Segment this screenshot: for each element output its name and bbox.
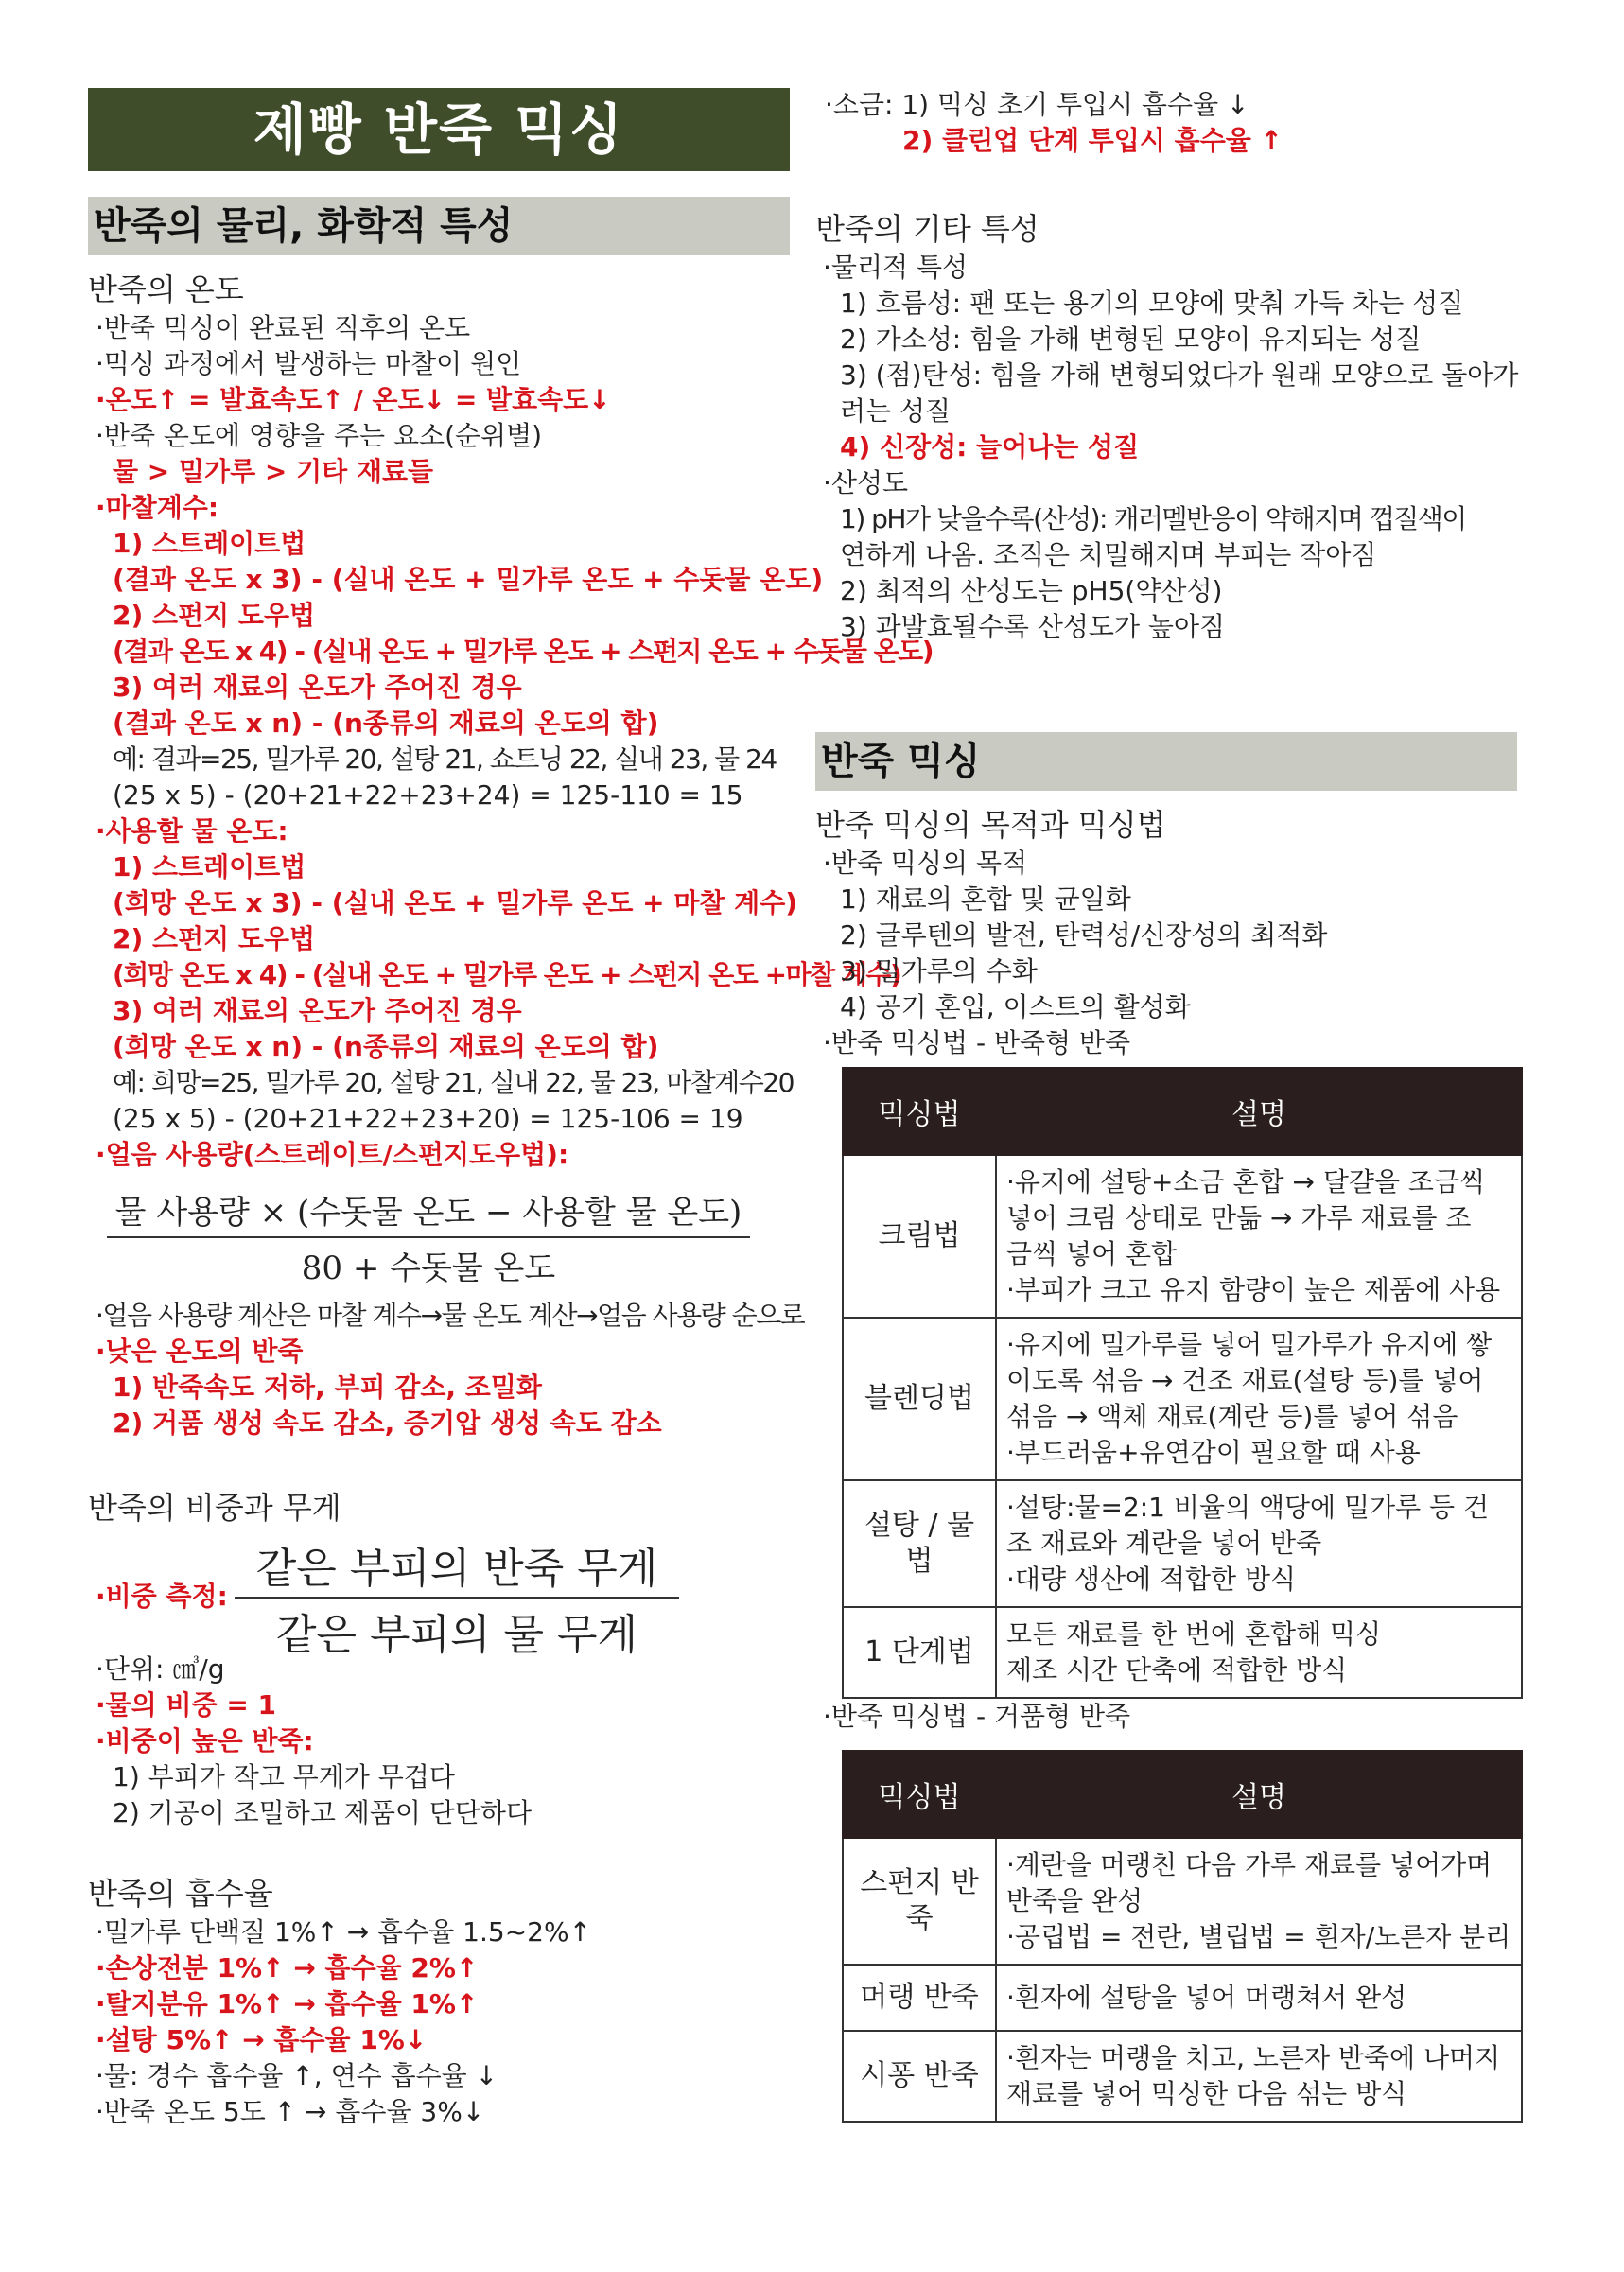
physical-line-2: 2) 가소성: 힘을 가해 변형된 모양이 유지되는 성질 bbox=[840, 323, 1422, 355]
desc-line: 재료를 넣어 믹싱한 다음 섞는 방식 bbox=[1006, 2078, 1407, 2109]
desc-line: ·대량 생산에 적합한 방식 bbox=[1006, 1564, 1297, 1595]
temp-line-3: ·온도↑ = 발효속도↑ / 온도↓ = 발효속도↓ bbox=[96, 384, 611, 415]
gravity-lines bbox=[88, 1652, 790, 1831]
table-row bbox=[843, 1318, 1522, 1480]
absorption-line-2: ·손상전분 1%↑ → 흡수율 2%↑ bbox=[96, 1952, 479, 1984]
table-row bbox=[843, 1965, 1522, 2031]
desc-line: 금씩 넣어 혼합 bbox=[1006, 1238, 1178, 1269]
absorption-heading: 반죽의 흡수율 bbox=[88, 1876, 273, 1912]
ice-formula-numerator: 물 사용량 × (수돗물 온도 − 사용할 물 온도) bbox=[114, 1194, 742, 1232]
table-row bbox=[843, 1480, 1522, 1607]
desc-line: ·설탕:물=2:1 비율의 액당에 밀가루 등 건 bbox=[1006, 1492, 1490, 1523]
desc-line: ·유지에 설탕+소금 혼합 → 달걀을 조금씩 bbox=[1006, 1166, 1486, 1197]
temp-line-8: (결과 온도 x 3) - (실내 온도 + 밀가루 온도 + 수돗물 온도) bbox=[113, 564, 824, 595]
desc-line: 반죽을 완성 bbox=[1006, 1885, 1144, 1916]
description-cell bbox=[996, 2031, 1522, 2122]
description-cell bbox=[996, 1965, 1522, 2031]
desc-line: 이도록 섞음 → 건조 재료(설탕 등)를 넣어 bbox=[1006, 1365, 1484, 1396]
gravity-denominator: 같은 부피의 물 무게 bbox=[276, 1611, 637, 1659]
temp-line-18: 2) 스펀지 도우법 bbox=[113, 923, 316, 954]
temp-line-2: ·믹싱 과정에서 발생하는 마찰이 원인 bbox=[96, 348, 522, 379]
purpose-line-3: 3) 밀가루의 수화 bbox=[840, 955, 1038, 987]
absorption-line-5: ·물: 경수 흡수율 ↑, 연수 흡수율 ↓ bbox=[96, 2060, 498, 2091]
description-cell bbox=[996, 1607, 1522, 1698]
method-cell: 블렌딩법 bbox=[843, 1318, 996, 1480]
description-cell bbox=[996, 1480, 1522, 1607]
desc-line: ·계란을 머랭친 다음 가루 재료를 넣어가며 bbox=[1006, 1849, 1493, 1880]
temp-line-26: ·낮은 온도의 반죽 bbox=[96, 1336, 304, 1367]
temp-line-12: (결과 온도 x n) - (n종류의 재료의 온도의 합) bbox=[113, 708, 659, 739]
page-title: 제빵 반죽 믹싱 bbox=[88, 88, 790, 171]
acidity-line-1b: 연하게 나옴. 조직은 치밀해지며 부피는 작아짐 bbox=[840, 539, 1377, 570]
salt-block bbox=[815, 87, 1534, 159]
purpose-label: ·반죽 믹싱의 목적 bbox=[823, 848, 1028, 879]
temp-line-10: (결과 온도 x 4) - (실내 온도 + 밀가루 온도 + 스펀지 온도 + 수돗물 온도) bbox=[113, 636, 934, 667]
acidity-line-2: 2) 최적의 산성도는 pH5(약산성) bbox=[840, 575, 1223, 606]
method-cell: 크림법 bbox=[843, 1155, 996, 1318]
absorption-line-3: ·탈지분유 1%↑ → 흡수율 1%↑ bbox=[96, 1988, 479, 2019]
temp-line-9: 2) 스펀지 도우법 bbox=[113, 600, 316, 631]
method-cell: 1 단계법 bbox=[843, 1607, 996, 1698]
desc-line: 제조 시간 단축에 적합한 방식 bbox=[1006, 1654, 1348, 1686]
table-header-row bbox=[843, 1068, 1522, 1155]
description-cell bbox=[996, 1155, 1522, 1318]
foam-mixing-table bbox=[842, 1750, 1523, 2123]
method-cell: 머랭 반죽 bbox=[843, 1965, 996, 2031]
physical-line-3a: 3) (점)탄성: 힘을 가해 변형되었다가 원래 모양으로 돌아가 bbox=[840, 359, 1519, 391]
gravity-label: ·비중 측정: bbox=[96, 1581, 228, 1612]
table-header-method: 믹싱법 bbox=[843, 1751, 996, 1838]
temp-line-7: 1) 스트레이트법 bbox=[113, 528, 306, 559]
temp-line-25: ·얼음 사용량 계산은 마찰 계수→물 온도 계산→얼음 사용량 순으로 bbox=[96, 1300, 805, 1331]
acidity-line-3: 3) 과발효될수록 산성도가 높아짐 bbox=[840, 611, 1226, 642]
temp-line-1: ·반죽 믹싱이 완료된 직후의 온도 bbox=[96, 312, 471, 343]
desc-line: ·흰자에 설탕을 넣어 머랭쳐서 완성 bbox=[1006, 1982, 1407, 2013]
desc-line: 모든 재료를 한 번에 혼합해 믹싱 bbox=[1006, 1618, 1382, 1650]
temp-line-11: 3) 여러 재료의 온도가 주어진 경우 bbox=[113, 672, 522, 703]
temp-line-24: ·얼음 사용량(스트레이트/스펀지도우법): bbox=[96, 1139, 569, 1170]
physical-label: ·물리적 특성 bbox=[823, 252, 969, 283]
desc-line: 조 재료와 계란을 넣어 반죽 bbox=[1006, 1528, 1322, 1559]
ice-formula-denominator: 80 + 수돗물 온도 bbox=[301, 1250, 556, 1287]
table-row bbox=[843, 2031, 1522, 2122]
purpose-heading: 반죽 믹싱의 목적과 믹싱법 bbox=[815, 807, 1166, 843]
temp-line-19: (희망 온도 x 4) - (실내 온도 + 밀가루 온도 + 스펀지 온도 +마찰 계수) bbox=[113, 959, 901, 990]
acidity-label: ·산성도 bbox=[823, 467, 909, 498]
table-row bbox=[843, 1607, 1522, 1698]
low-temp-block bbox=[88, 1298, 805, 1442]
ice-formula bbox=[107, 1186, 750, 1288]
table-header-method: 믹싱법 bbox=[843, 1068, 996, 1155]
desc-line: ·부피가 크고 유지 함량이 높은 제품에 사용 bbox=[1006, 1274, 1501, 1305]
temp-line-17: (희망 온도 x 3) - (실내 온도 + 밀가루 온도 + 마찰 계수) bbox=[113, 887, 798, 918]
method1-label: ·반죽 믹싱법 - 반죽형 반죽 bbox=[823, 1027, 1131, 1058]
other-properties-block bbox=[815, 208, 1534, 645]
table-header-row bbox=[843, 1751, 1522, 1838]
method-cell: 설탕 / 물법 bbox=[843, 1480, 996, 1607]
salt-line-1: ·소금: 1) 믹싱 초기 투입시 흡수율 ↓ bbox=[825, 89, 1249, 120]
desc-line: ·공립법 = 전란, 별립법 = 흰자/노른자 분리 bbox=[1006, 1921, 1511, 1952]
temp-heading: 반죽의 온도 bbox=[88, 271, 244, 307]
section-physical-chemical: 반죽의 물리, 화학적 특성 bbox=[88, 197, 790, 255]
physical-line-3b: 려는 성질 bbox=[840, 395, 952, 427]
gravity-fraction bbox=[235, 1534, 679, 1661]
gravity-formula bbox=[88, 1534, 790, 1659]
table-header-description: 설명 bbox=[996, 1751, 1522, 1838]
desc-line: ·유지에 밀가루를 넣어 밀가루가 유지에 쌓 bbox=[1006, 1329, 1493, 1360]
temp-line-5: 물 > 밀가루 > 기타 재료들 bbox=[113, 456, 434, 487]
purpose-line-4: 4) 공기 혼입, 이스트의 활성화 bbox=[840, 991, 1191, 1022]
gravity-line-1: ·단위: ㎤/g bbox=[96, 1653, 225, 1685]
method2-label-block bbox=[815, 1699, 1534, 1735]
section-dough-mixing: 반죽 믹싱 bbox=[815, 732, 1517, 791]
temp-line-16: 1) 스트레이트법 bbox=[113, 851, 306, 883]
temp-line-6: ·마찰계수: bbox=[96, 492, 219, 523]
gravity-numerator: 같은 부피의 반죽 무게 bbox=[255, 1545, 658, 1593]
purpose-line-2: 2) 글루텐의 발전, 탄력성/신장성의 최적화 bbox=[840, 919, 1328, 951]
fraction-bar bbox=[235, 1597, 679, 1599]
method2-label: ·반죽 믹싱법 - 거품형 반죽 bbox=[823, 1701, 1131, 1732]
temp-line-28: 2) 거품 생성 속도 감소, 증기압 생성 속도 감소 bbox=[113, 1407, 662, 1439]
gravity-line-2: ·물의 비중 = 1 bbox=[96, 1689, 277, 1721]
temp-line-15: ·사용할 물 온도: bbox=[96, 815, 288, 847]
purpose-line-1: 1) 재료의 혼합 및 균일화 bbox=[840, 883, 1131, 915]
absorption-line-4: ·설탕 5%↑ → 흡수율 1%↓ bbox=[96, 2024, 428, 2055]
acidity-line-1a: 1) pH가 낮을수록(산성): 캐러멜반응이 약해지며 껍질색이 bbox=[840, 503, 1466, 534]
method-cell: 시퐁 반죽 bbox=[843, 2031, 996, 2122]
gravity-line-5: 2) 기공이 조밀하고 제품이 단단하다 bbox=[113, 1797, 533, 1828]
temp-line-20: 3) 여러 재료의 온도가 주어진 경우 bbox=[113, 995, 522, 1026]
desc-line: 섞음 → 액체 재료(계란 등)를 넣어 섞음 bbox=[1006, 1401, 1458, 1432]
batter-mixing-table bbox=[842, 1067, 1523, 1699]
desc-line: 넣어 크림 상태로 만듦 → 가루 재료를 조 bbox=[1006, 1202, 1472, 1233]
physical-line-4: 4) 신장성: 늘어나는 성질 bbox=[840, 431, 1140, 463]
table-row bbox=[843, 1838, 1522, 1965]
absorption-line-6: ·반죽 온도 5도 ↑ → 흡수율 3%↓ bbox=[96, 2096, 485, 2127]
table-header-description: 설명 bbox=[996, 1068, 1522, 1155]
gravity-line-4: 1) 부피가 작고 무게가 무겁다 bbox=[113, 1761, 455, 1792]
absorption-line-1: ·밀가루 단백질 1%↑ → 흡수율 1.5~2%↑ bbox=[96, 1916, 592, 1948]
absorption-block bbox=[88, 1873, 790, 2130]
table-row bbox=[843, 1155, 1522, 1318]
temp-line-4: ·반죽 온도에 영향을 주는 요소(순위별) bbox=[96, 420, 543, 451]
gravity-line-3: ·비중이 높은 반죽: bbox=[96, 1725, 314, 1756]
description-cell bbox=[996, 1318, 1522, 1480]
physical-line-1: 1) 흐름성: 팬 또는 용기의 모양에 맞춰 가득 차는 성질 bbox=[840, 288, 1464, 319]
gravity-heading: 반죽의 비중과 무게 bbox=[88, 1490, 341, 1526]
gravity-block bbox=[88, 1487, 790, 1529]
mixing-purpose-block bbox=[815, 804, 1534, 1061]
desc-line: ·흰자는 머랭을 치고, 노른자 반죽에 나머지 bbox=[1006, 2042, 1501, 2073]
temp-line-27: 1) 반죽속도 저하, 부피 감소, 조밀화 bbox=[113, 1372, 542, 1403]
method-cell: 스펀지 반죽 bbox=[843, 1838, 996, 1965]
fraction-bar bbox=[107, 1236, 750, 1238]
temp-line-22: 예: 희망=25, 밀가루 20, 설탕 21, 실내 22, 물 23, 마찰계수20 bbox=[113, 1067, 794, 1098]
temp-line-23: (25 x 5) - (20+21+22+23+20) = 125-106 = 19 bbox=[113, 1103, 743, 1134]
description-cell bbox=[996, 1838, 1522, 1965]
temp-line-13: 예: 결과=25, 밀가루 20, 설탕 21, 쇼트닝 22, 실내 23, 물 24 bbox=[113, 743, 777, 775]
temp-line-21: (희망 온도 x n) - (n종류의 재료의 온도의 합) bbox=[113, 1031, 659, 1062]
temp-line-14: (25 x 5) - (20+21+22+23+24) = 125-110 = 15 bbox=[113, 779, 743, 811]
other-heading: 반죽의 기타 특성 bbox=[815, 211, 1039, 247]
desc-line: ·부드러움+유연감이 필요할 때 사용 bbox=[1006, 1437, 1421, 1468]
salt-line-2: 2) 클린업 단계 투입시 흡수율 ↑ bbox=[902, 125, 1283, 156]
